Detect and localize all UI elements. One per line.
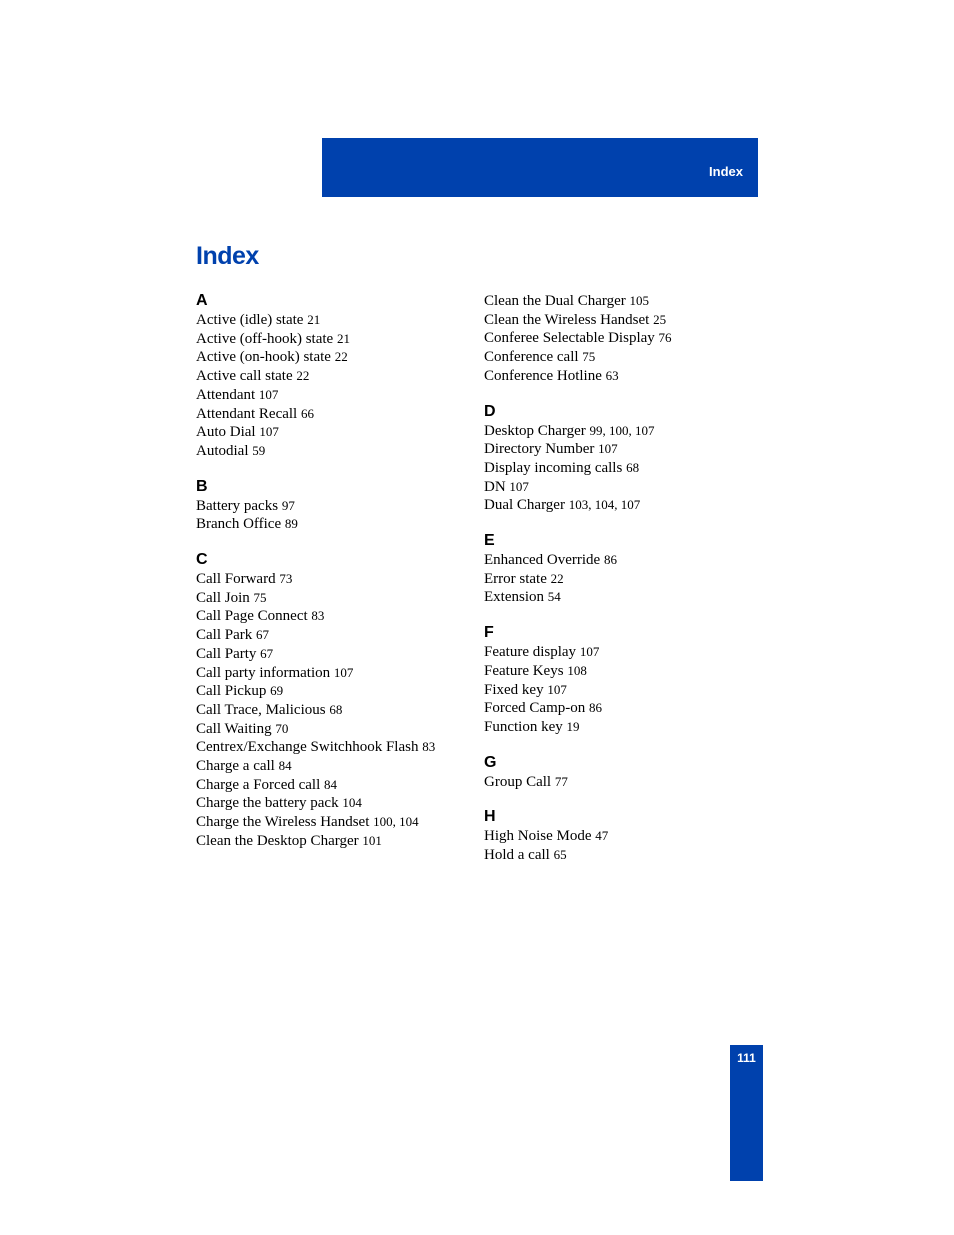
- index-term: Call party information: [196, 664, 331, 681]
- index-entry: [484, 367, 754, 386]
- index-entry: [484, 846, 754, 865]
- index-page-ref[interactable]: 107: [547, 681, 567, 697]
- index-term: Call Party: [196, 645, 257, 662]
- index-page-ref[interactable]: 25: [653, 311, 667, 327]
- index-page-ref[interactable]: 73: [279, 571, 293, 587]
- index-entry: [196, 330, 466, 349]
- header-band: [322, 138, 758, 197]
- index-term: Charge a Forced call: [196, 776, 321, 793]
- index-page-ref[interactable]: 66: [300, 405, 314, 421]
- index-page-ref[interactable]: 100, 104: [373, 814, 419, 830]
- index-term: Call Forward: [196, 571, 276, 588]
- index-entry: [484, 662, 754, 681]
- index-term: Charge a call: [196, 758, 275, 775]
- index-page-ref[interactable]: 105: [629, 293, 650, 308]
- index-term: Clean the Desktop Charger: [196, 832, 359, 849]
- index-entry: [196, 757, 466, 776]
- index-term: Call Trace, Malicious: [196, 701, 326, 718]
- index-term: Conferee Selectable Display: [484, 330, 655, 347]
- section-letter: C: [196, 551, 208, 569]
- index-entry: [196, 813, 466, 832]
- index-page-ref[interactable]: 107: [598, 441, 618, 457]
- index-page-ref[interactable]: 104: [342, 795, 362, 811]
- index-term: Group Call: [484, 773, 552, 790]
- index-entry: [196, 701, 466, 720]
- index-page-ref[interactable]: 68: [329, 701, 343, 717]
- index-term: Forced Camp-on: [484, 700, 586, 717]
- index-entry: [196, 832, 466, 851]
- index-page-ref[interactable]: 22: [334, 349, 348, 365]
- index-term: Charge the battery pack: [196, 795, 339, 812]
- index-term: Fixed key: [484, 681, 544, 698]
- index-page-ref[interactable]: 86: [588, 700, 602, 716]
- index-page-ref[interactable]: 107: [258, 386, 279, 402]
- page-number-tab: [730, 1045, 763, 1181]
- index-term: Charge the Wireless Handset: [196, 814, 370, 831]
- index-entry: [196, 720, 466, 739]
- section-letter: G: [484, 753, 497, 771]
- index-term: Dual Charger: [484, 497, 565, 514]
- index-entry: [484, 329, 754, 348]
- index-entry: [484, 773, 754, 792]
- index-term: Feature display: [484, 644, 577, 661]
- index-term: Centrex/Exchange Switchhook Flash: [196, 739, 419, 756]
- index-entry: [196, 386, 466, 405]
- index-term: Enhanced Override: [484, 552, 601, 569]
- index-term: Clean the Dual Charger: [484, 293, 626, 309]
- index-term: Call Park: [196, 627, 253, 644]
- index-page-ref[interactable]: 107: [509, 478, 529, 494]
- index-entry: [196, 497, 466, 516]
- index-page-ref[interactable]: 22: [296, 368, 310, 384]
- index-term: Call Pickup: [196, 683, 267, 700]
- index-term: Extension: [484, 589, 544, 606]
- index-page-ref[interactable]: 75: [253, 589, 267, 605]
- index-page-ref[interactable]: 83: [311, 608, 325, 624]
- index-entry: [196, 626, 466, 645]
- index-entry: [484, 459, 754, 478]
- index-entry: [196, 682, 466, 701]
- index-section: [196, 478, 466, 534]
- header-label: Index: [709, 164, 743, 179]
- index-term: Call Join: [196, 589, 250, 606]
- index-term: DN: [484, 478, 506, 495]
- index-entry: [484, 681, 754, 700]
- index-entry: [484, 588, 754, 607]
- index-term: Call Page Connect: [196, 608, 308, 625]
- index-page-ref[interactable]: 21: [336, 330, 350, 346]
- index-entry: [484, 827, 754, 846]
- index-term: Active call state: [196, 368, 293, 385]
- index-entry: [196, 442, 466, 461]
- index-entry: [196, 515, 466, 534]
- index-page-ref[interactable]: 63: [605, 367, 619, 383]
- index-entry: [196, 645, 466, 664]
- index-page-ref[interactable]: 21: [307, 312, 321, 327]
- index-page-ref[interactable]: 68: [626, 459, 640, 475]
- index-page-ref[interactable]: 69: [270, 683, 284, 699]
- index-entry: [196, 794, 466, 813]
- index-entry: [484, 570, 754, 589]
- index-entry: [196, 738, 466, 757]
- index-entry: [196, 776, 466, 795]
- index-page-ref[interactable]: 86: [603, 552, 617, 568]
- index-page-ref[interactable]: 59: [252, 442, 266, 458]
- index-section: [484, 403, 754, 516]
- index-page-ref[interactable]: 67: [260, 645, 274, 661]
- index-section: [484, 532, 754, 607]
- index-section: [484, 292, 754, 386]
- index-page-ref[interactable]: 22: [550, 570, 564, 586]
- index-term: Error state: [484, 570, 547, 587]
- index-entry: [196, 423, 466, 442]
- index-section: [196, 292, 466, 461]
- page-title: Index: [196, 242, 259, 270]
- index-column-right: [484, 292, 754, 882]
- index-section: [196, 551, 466, 851]
- index-page-ref[interactable]: 97: [281, 497, 295, 513]
- index-page-ref[interactable]: 75: [582, 349, 596, 365]
- index-page-ref[interactable]: 70: [275, 720, 289, 736]
- index-term: Function key: [484, 718, 563, 735]
- section-letter: F: [484, 624, 494, 642]
- index-entry: [196, 664, 466, 683]
- index-term: Hold a call: [484, 847, 550, 864]
- index-entry: [484, 348, 754, 367]
- index-term: High Noise Mode: [484, 828, 592, 845]
- index-term: Active (on-hook) state: [196, 349, 331, 366]
- index-term: Clean the Wireless Handset: [484, 311, 650, 328]
- index-term: Battery packs: [196, 497, 279, 514]
- index-entry: [484, 440, 754, 459]
- index-page-ref[interactable]: 76: [658, 330, 672, 346]
- index-page-ref[interactable]: 107: [579, 644, 600, 660]
- index-term: Branch Office: [196, 516, 282, 533]
- index-entry: [484, 311, 754, 330]
- index-page-ref[interactable]: 67: [256, 627, 269, 643]
- index-term: Autodial: [196, 442, 249, 459]
- index-page-ref[interactable]: 107: [259, 424, 279, 440]
- index-term: Conference Hotline: [484, 367, 602, 384]
- index-term: Directory Number: [484, 441, 595, 458]
- index-page-ref[interactable]: 108: [567, 662, 587, 678]
- index-entry: [484, 292, 754, 311]
- index-entry: [484, 551, 754, 570]
- index-entry: [484, 699, 754, 718]
- index-entry: [484, 478, 754, 497]
- index-entry: [196, 589, 466, 608]
- index-page-ref[interactable]: 77: [554, 773, 568, 789]
- index-term: Active (idle) state: [196, 312, 304, 328]
- index-term: Attendant: [196, 386, 256, 403]
- index-page-ref[interactable]: 107: [333, 664, 354, 680]
- index-term: Auto Dial: [196, 424, 256, 441]
- index-term: Active (off-hook) state: [196, 330, 334, 347]
- index-page-ref[interactable]: 101: [362, 832, 382, 848]
- section-letter: E: [484, 532, 495, 550]
- index-entry: [196, 311, 466, 330]
- index-entry: [484, 422, 754, 441]
- index-section: [484, 624, 754, 737]
- index-entry: [484, 496, 754, 515]
- index-page-ref[interactable]: 99, 100, 107: [589, 422, 655, 438]
- index-page-ref[interactable]: 84: [324, 776, 338, 792]
- index-term: Desktop Charger: [484, 422, 586, 439]
- section-letter: H: [484, 808, 496, 826]
- index-section: [484, 754, 754, 792]
- index-section: [484, 808, 754, 864]
- index-term: Display incoming calls: [484, 459, 623, 476]
- index-entry: [196, 405, 466, 424]
- index-page-ref[interactable]: 19: [566, 718, 580, 734]
- section-letter: D: [484, 402, 496, 420]
- index-term: Call Waiting: [196, 720, 272, 737]
- index-entry: [484, 643, 754, 662]
- index-entry: [196, 607, 466, 626]
- page-number: 111: [737, 1051, 756, 1065]
- index-entry: [196, 367, 466, 386]
- index-column-left: [196, 292, 466, 868]
- section-letter: B: [196, 477, 208, 495]
- index-page-ref[interactable]: 83: [422, 739, 436, 755]
- index-page-ref[interactable]: 103, 104, 107: [568, 497, 641, 513]
- index-entry: [196, 348, 466, 367]
- index-page-ref[interactable]: 54: [547, 589, 561, 605]
- index-page-ref[interactable]: 89: [284, 516, 298, 532]
- index-term: Attendant Recall: [196, 405, 298, 422]
- index-entry: [484, 718, 754, 737]
- index-page-ref[interactable]: 47: [595, 828, 609, 844]
- index-term: Conference call: [484, 349, 579, 366]
- index-page-ref[interactable]: 84: [278, 758, 292, 774]
- section-letter: A: [196, 292, 208, 309]
- index-term: Feature Keys: [484, 662, 564, 679]
- index-entry: [196, 570, 466, 589]
- index-page-ref[interactable]: 65: [553, 847, 567, 863]
